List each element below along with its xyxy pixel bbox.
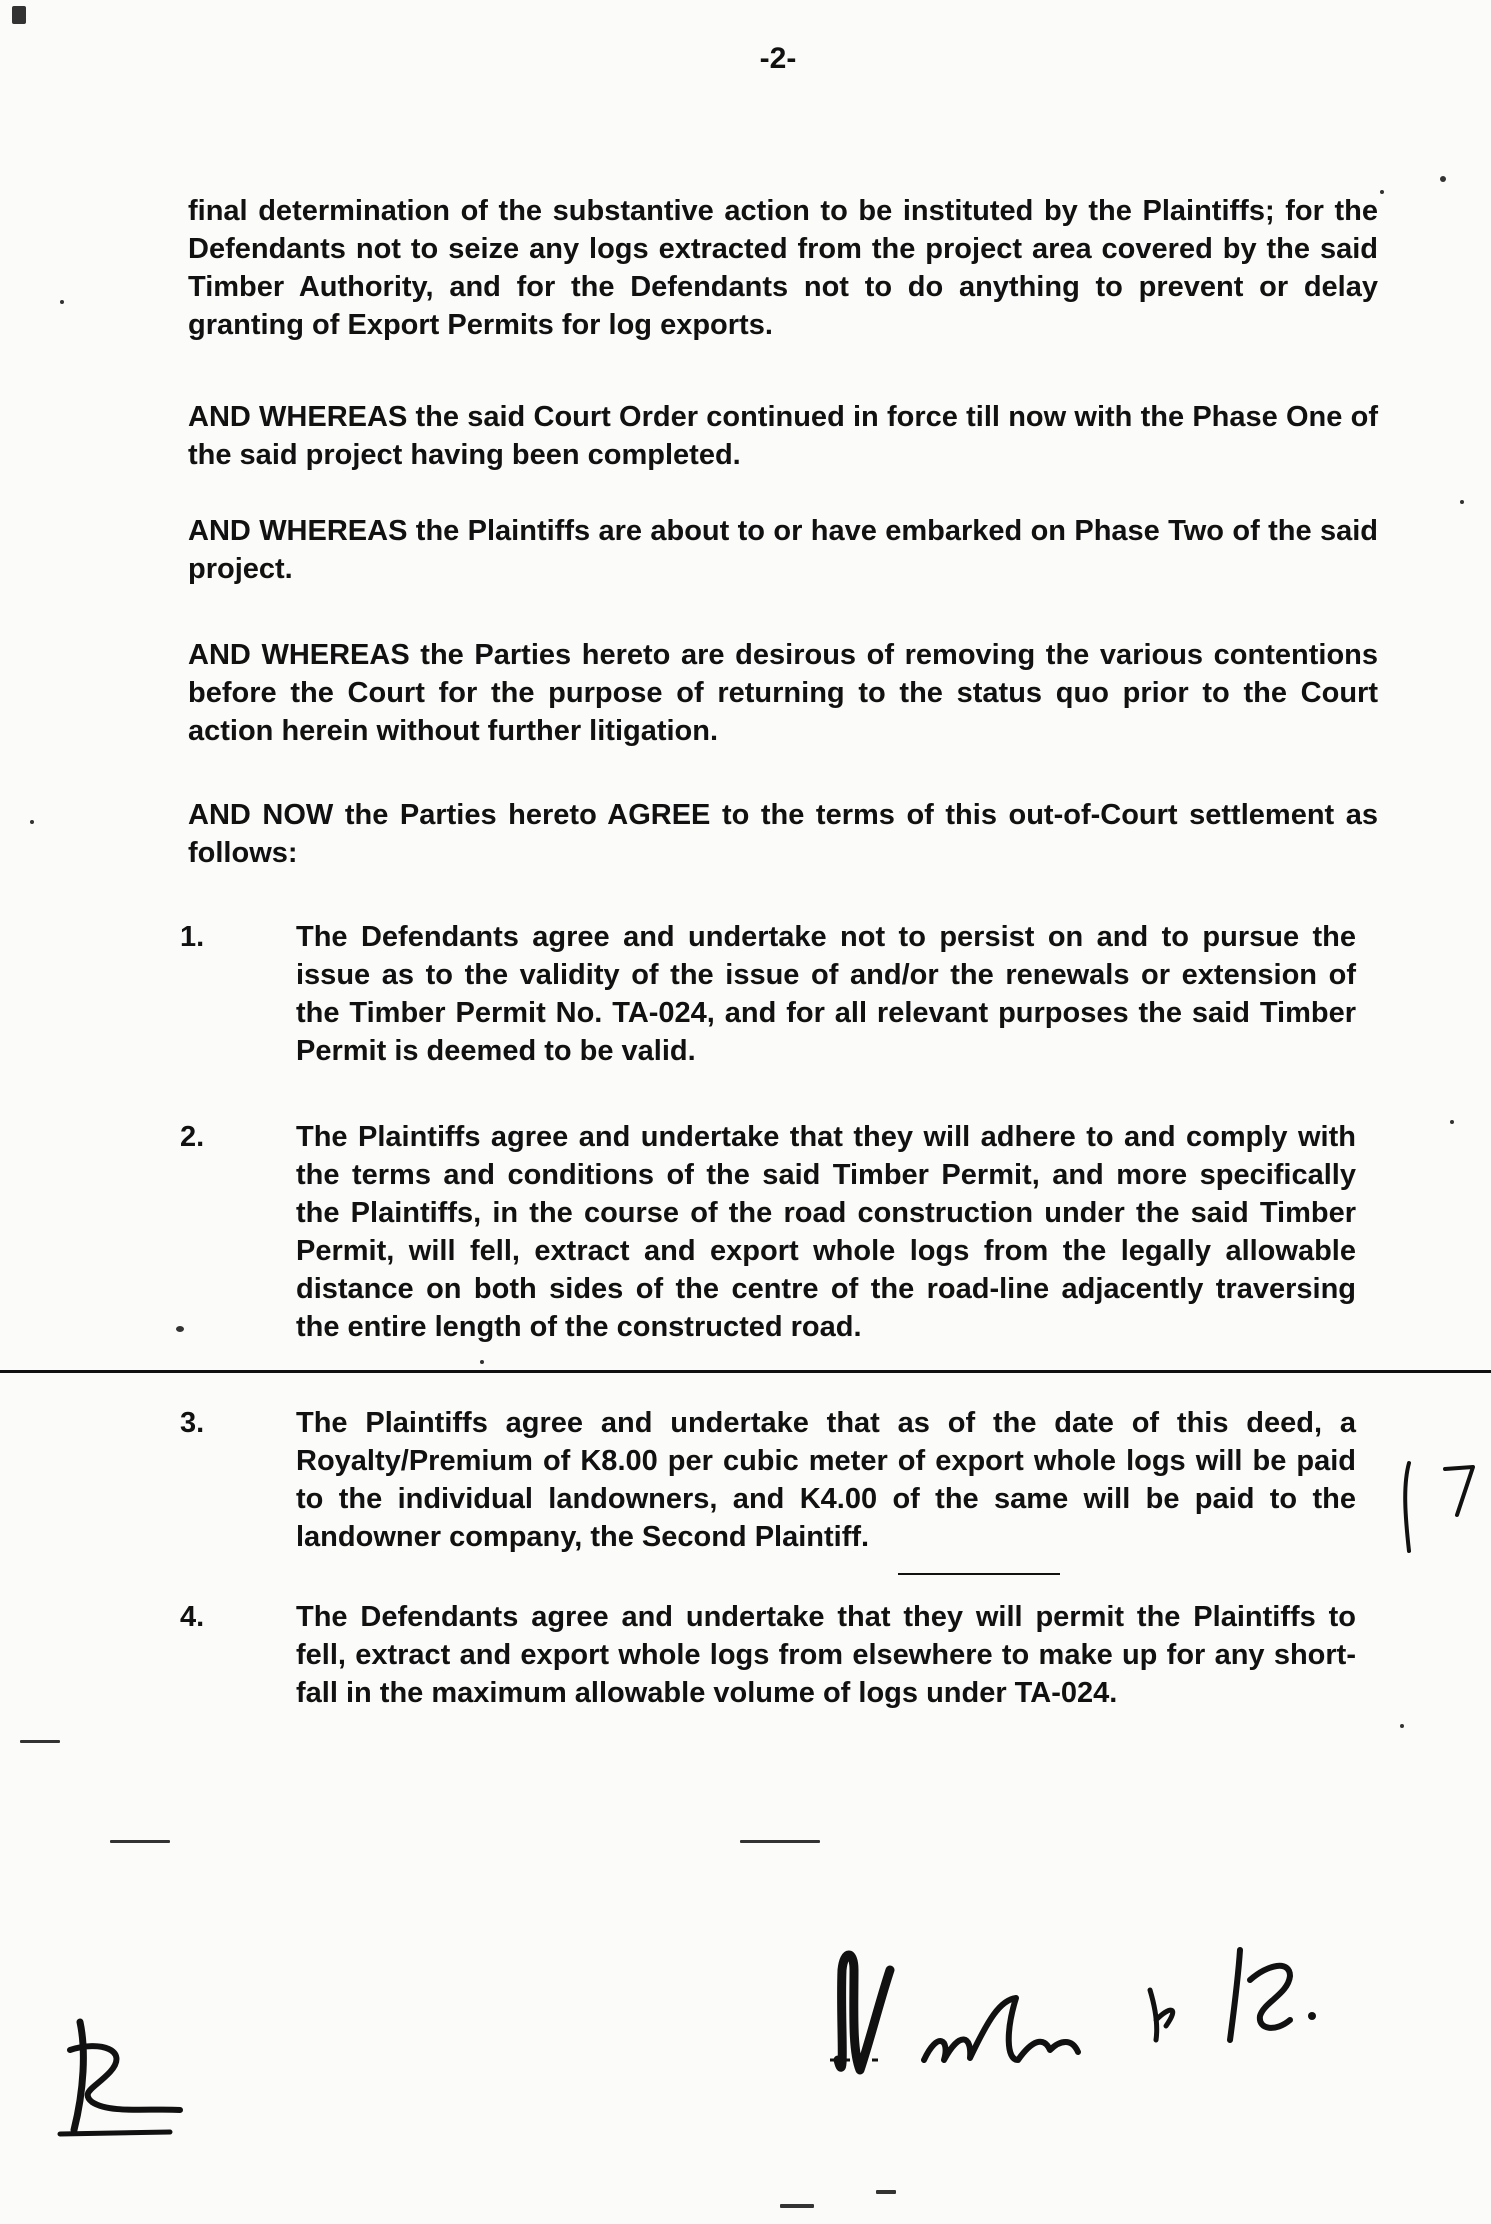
scan-speck [1400,1724,1404,1728]
signature-right [820,1940,1440,2140]
paragraph-body: the Parties hereto are desirous of removing the various contentions before the Court for the purpose of returning to the status quo prior to the Court action herein without further litigation. [188,639,1378,747]
scan-speck [1460,500,1464,504]
paragraph-whereas-phase-two [188,512,1378,588]
scan-speck [1450,1120,1454,1124]
paragraph-and-now [188,796,1378,872]
paragraph-lead: AND WHEREAS [188,515,408,547]
paragraph-whereas-court-order [188,398,1378,474]
clause-number: 2. [180,1121,205,1153]
scan-speck [780,2204,814,2208]
margin-note-mark [1395,1455,1485,1565]
scan-speck [176,1326,184,1332]
scan-speck [480,1360,484,1364]
scan-speck [876,2190,896,2194]
scan-speck [1380,190,1384,194]
paragraph-lead: AND NOW [188,799,334,831]
signature-left [40,2010,200,2150]
paragraph-body: the said Court Order continued in force till now with the Phase One of the said project having been completed. [188,401,1379,471]
handwritten-underline [898,1573,1060,1575]
scan-speck [110,1840,170,1843]
page-number: -2- [759,42,797,75]
clause-text: The Plaintiffs agree and undertake that they will adhere to and comply with the terms and conditions of the said Timber Permit, and more specifically the Plaintiffs, in the course of the road construction under the said Timber Permit, will fell, extract and export whole logs from the legally allowable distance on both sides of the centre of the road-line adjacently traversing the entire length of the constructed road. [296,1121,1356,1343]
scan-divider-line [0,1370,1491,1373]
scan-speck [20,1740,60,1743]
scan-speck [30,820,34,824]
scan-speck [12,6,26,24]
paragraph-continuation: final determination of the substantive action to be instituted by the Plaintiffs; for the Defendants not to seize any logs extracted from the project area covered by the said Timber Authority, and for the Defendants not to do anything to prevent or delay granting of Export Permits for log exports. [188,195,1378,341]
paragraph-lead: AND WHEREAS [188,401,408,433]
paragraph-body: the Parties hereto AGREE to the terms of this out-of-Court settlement as follows: [188,799,1379,869]
paragraph-lead: AND WHEREAS [188,639,410,671]
scan-speck [1440,176,1446,182]
paragraph-body: the Plaintiffs are about to or have embarked on Phase Two of the said project. [188,515,1378,585]
clause-text: The Plaintiffs agree and undertake that as of the date of this deed, a Royalty/Premium of K8.00 per cubic meter of export whole logs will be paid to the individual landowners, and K4.00 of the same will be paid to the landowner company, the Second Plaintiff. [296,1407,1356,1553]
scan-speck [740,1840,820,1843]
scan-speck [60,300,64,304]
clause-text: The Defendants agree and undertake that they will permit the Plaintiffs to fell, extract and export whole logs from elsewhere to make up for any short-fall in the maximum allowable volume of logs under TA-024. [296,1601,1356,1709]
clause-number: 3. [180,1407,205,1439]
clause-text: The Defendants agree and undertake not to persist on and to pursue the issue as to the validity of the issue of and/or the renewals or extension of the Timber Permit No. TA-024, and for all relevant purposes the said Timber Permit is deemed to be valid. [296,921,1356,1067]
clause-number: 1. [180,921,205,953]
clause-number: 4. [180,1601,205,1633]
paragraph-whereas-desirous [188,636,1378,750]
